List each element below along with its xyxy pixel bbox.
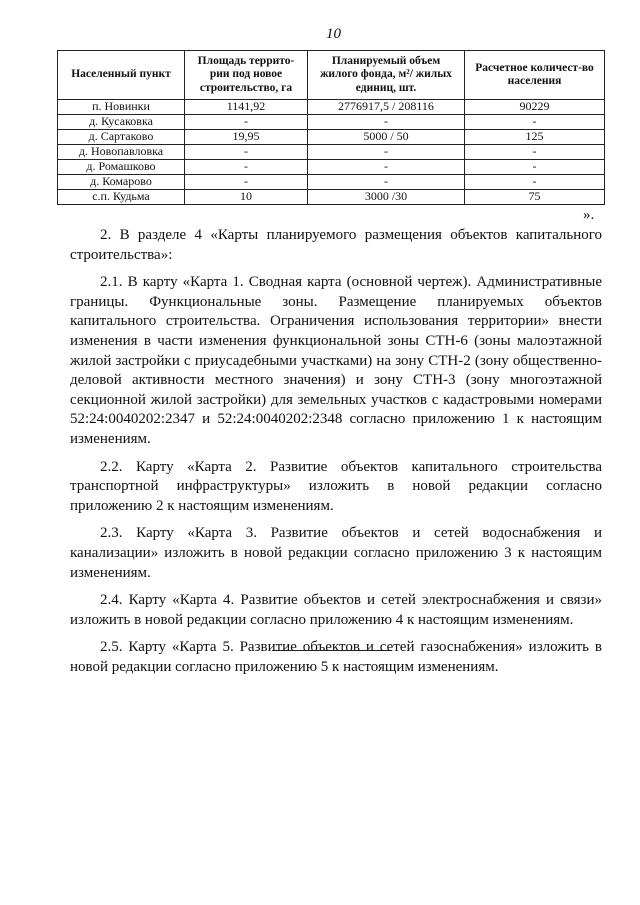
paragraph-2-5: 2.5. Карту «Карта 5. Развитие объектов и сетей газоснабжения» изложить в новой редакции согласно приложению 5 к настоящим изменениям.	[70, 639, 602, 675]
paragraph-2-4: 2.4. Карту «Карта 4. Развитие объектов и сетей электроснабжения и связи» изложить в новой редакции согласно приложению 4 к настоящим изменениям.	[70, 592, 602, 628]
cell-area: -	[185, 175, 308, 190]
cell-settlement: д. Комарово	[58, 175, 185, 190]
cell-settlement: п. Новинки	[58, 100, 185, 115]
cell-housing-volume: 5000 / 50	[308, 130, 465, 145]
paragraph-2-1: 2.1. В карту «Карта 1. Сводная карта (основной чертеж). Административные границы. Функциональные зоны. Размещение планируемых объектов капитального строительства. Ограничения использования территории» внести изменения в части изменения функциональной зоны СТН-6 (зоны малоэтажной жилой застройки с приусадебными участками) на зону СТН-2 (зону общественно-деловой активности местного значения) и зону СТН-3 (зону многоэтажной секционной жилой застройки) для земельных участков с кадастровыми номерами 52:24:0040202:2347 и 52:24:0040202:2348 согласно приложению 1 к настоящим изменениям.	[70, 274, 602, 447]
cell-housing-volume: -	[308, 175, 465, 190]
paragraph-2-2: 2.2. Карту «Карта 2. Развитие объектов капитального строительства транспортной инфраструктуры» изложить в новой редакции согласно приложению 2 к настоящим изменениям.	[70, 458, 602, 514]
header-housing-volume: Планируемый объем жилого фонда, м²/ жилых единиц, шт.	[308, 51, 465, 100]
paragraph-2-3: 2.3. Карту «Карта 3. Развитие объектов и сетей водоснабжения и канализации» изложить в новой редакции согласно приложению 3 к настоящим изменениям.	[70, 525, 602, 581]
cell-area: -	[185, 145, 308, 160]
cell-settlement: с.п. Кудьма	[58, 190, 185, 205]
cell-settlement: д. Сартаково	[58, 130, 185, 145]
end-divider-line	[272, 650, 392, 651]
cell-housing-volume: -	[308, 145, 465, 160]
cell-area: 19,95	[185, 130, 308, 145]
table-row	[58, 100, 605, 115]
cell-area: 1141,92	[185, 100, 308, 115]
table-row	[58, 115, 605, 130]
settlements-table	[57, 50, 605, 205]
cell-settlement: д. Кусаковка	[58, 115, 185, 130]
table-row	[58, 160, 605, 175]
cell-housing-volume: -	[308, 115, 465, 130]
cell-population: -	[465, 175, 605, 190]
cell-area: 10	[185, 190, 308, 205]
cell-settlement: д. Новопавловка	[58, 145, 185, 160]
table-row	[58, 175, 605, 190]
table-row	[58, 190, 605, 205]
cell-population: 125	[465, 130, 605, 145]
cell-settlement: д. Ромашково	[58, 160, 185, 175]
table-row	[58, 145, 605, 160]
cell-population: 90229	[465, 100, 605, 115]
cell-population: -	[465, 115, 605, 130]
closing-quote: ».	[583, 207, 595, 223]
header-settlement: Населенный пункт	[58, 51, 185, 100]
cell-population: -	[465, 145, 605, 160]
cell-area: -	[185, 160, 308, 175]
body-text	[70, 226, 602, 685]
cell-population: -	[465, 160, 605, 175]
cell-area: -	[185, 115, 308, 130]
header-population: Расчетное количест-во населения	[465, 51, 605, 100]
cell-population: 75	[465, 190, 605, 205]
paragraph-2: 2. В разделе 4 «Карты планируемого размещения объектов капитального строительства»:	[70, 227, 602, 263]
cell-housing-volume: 2776917,5 / 208116	[308, 100, 465, 115]
cell-housing-volume: 3000 /30	[308, 190, 465, 205]
table-header-row	[58, 51, 605, 100]
cell-housing-volume: -	[308, 160, 465, 175]
table-row	[58, 130, 605, 145]
header-area: Площадь террито-рии под новое строительство, га	[185, 51, 308, 100]
page-number: 10	[326, 26, 341, 42]
